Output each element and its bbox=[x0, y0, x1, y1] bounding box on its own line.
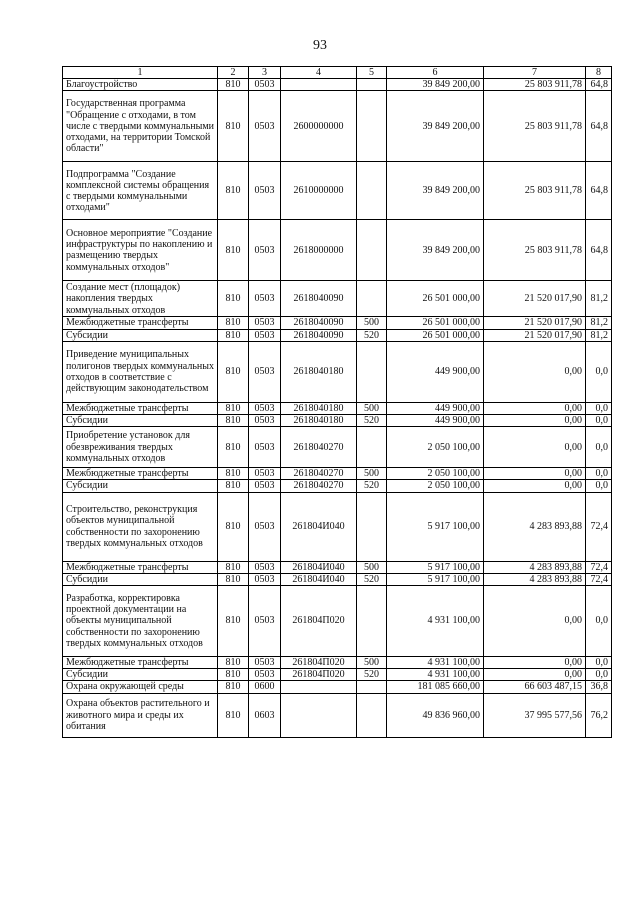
row-name-cell: Субсидии bbox=[63, 480, 218, 492]
row-name-cell: Межбюджетные трансферты bbox=[63, 317, 218, 329]
row-section-cell: 0503 bbox=[249, 427, 281, 468]
row-expense-type-cell: 500 bbox=[357, 317, 387, 329]
row-code-cell: 810 bbox=[218, 427, 249, 468]
row-section-cell: 0503 bbox=[249, 220, 281, 281]
row-target-article-cell: 2618040270 bbox=[281, 468, 357, 480]
row-planned-amount-cell: 4 931 100,00 bbox=[387, 657, 484, 669]
row-expense-type-cell bbox=[357, 586, 387, 657]
row-executed-amount-cell: 0,00 bbox=[484, 341, 586, 402]
row-executed-amount-cell: 25 803 911,78 bbox=[484, 220, 586, 281]
row-section-cell: 0503 bbox=[249, 573, 281, 585]
row-name-cell: Разработка, корректировка проектной документации на объекты муниципальной собственности по захоронению твердых коммунальных отходов bbox=[63, 586, 218, 657]
table-row bbox=[63, 402, 612, 414]
header-cell: 6 bbox=[387, 67, 484, 79]
row-name-cell: Охрана объектов растительного и животного мира и среды их обитания bbox=[63, 693, 218, 737]
row-percent-cell: 0,0 bbox=[586, 480, 612, 492]
row-target-article-cell: 2600000000 bbox=[281, 91, 357, 162]
row-section-cell: 0503 bbox=[249, 586, 281, 657]
row-executed-amount-cell: 4 283 893,88 bbox=[484, 573, 586, 585]
row-target-article-cell: 261804П020 bbox=[281, 586, 357, 657]
row-expense-type-cell bbox=[357, 341, 387, 402]
row-target-article-cell: 2618040090 bbox=[281, 281, 357, 317]
row-executed-amount-cell: 0,00 bbox=[484, 480, 586, 492]
row-percent-cell: 0,0 bbox=[586, 657, 612, 669]
header-cell: 3 bbox=[249, 67, 281, 79]
row-expense-type-cell: 500 bbox=[357, 402, 387, 414]
row-percent-cell: 81,2 bbox=[586, 329, 612, 341]
table-row bbox=[63, 657, 612, 669]
row-target-article-cell: 2618040180 bbox=[281, 415, 357, 427]
row-name-cell: Субсидии bbox=[63, 573, 218, 585]
table-row bbox=[63, 480, 612, 492]
row-executed-amount-cell: 21 520 017,90 bbox=[484, 317, 586, 329]
table-row bbox=[63, 427, 612, 468]
row-planned-amount-cell: 5 917 100,00 bbox=[387, 573, 484, 585]
row-planned-amount-cell: 49 836 960,00 bbox=[387, 693, 484, 737]
table-row bbox=[63, 573, 612, 585]
row-section-cell: 0503 bbox=[249, 669, 281, 681]
row-expense-type-cell: 520 bbox=[357, 480, 387, 492]
row-section-cell: 0503 bbox=[249, 657, 281, 669]
row-name-cell: Межбюджетные трансферты bbox=[63, 561, 218, 573]
row-planned-amount-cell: 2 050 100,00 bbox=[387, 427, 484, 468]
row-code-cell: 810 bbox=[218, 402, 249, 414]
row-planned-amount-cell: 2 050 100,00 bbox=[387, 480, 484, 492]
row-name-cell: Государственная программа "Обращение с отходами, в том числе с твердыми коммунальными отходами, на территории Томской области" bbox=[63, 91, 218, 162]
row-target-article-cell bbox=[281, 681, 357, 693]
row-section-cell: 0503 bbox=[249, 468, 281, 480]
row-percent-cell: 0,0 bbox=[586, 415, 612, 427]
row-executed-amount-cell: 21 520 017,90 bbox=[484, 329, 586, 341]
row-section-cell: 0503 bbox=[249, 281, 281, 317]
row-code-cell: 810 bbox=[218, 480, 249, 492]
row-executed-amount-cell: 21 520 017,90 bbox=[484, 281, 586, 317]
header-cell: 1 bbox=[63, 67, 218, 79]
row-executed-amount-cell: 0,00 bbox=[484, 669, 586, 681]
header-cell: 2 bbox=[218, 67, 249, 79]
page-number: 93 bbox=[313, 38, 327, 53]
row-section-cell: 0503 bbox=[249, 492, 281, 561]
row-planned-amount-cell: 181 085 660,00 bbox=[387, 681, 484, 693]
table-row bbox=[63, 415, 612, 427]
row-code-cell: 810 bbox=[218, 329, 249, 341]
table-row bbox=[63, 91, 612, 162]
row-expense-type-cell bbox=[357, 693, 387, 737]
row-percent-cell: 72,4 bbox=[586, 492, 612, 561]
row-section-cell: 0503 bbox=[249, 480, 281, 492]
row-section-cell: 0503 bbox=[249, 561, 281, 573]
row-planned-amount-cell: 2 050 100,00 bbox=[387, 468, 484, 480]
row-executed-amount-cell: 0,00 bbox=[484, 427, 586, 468]
row-target-article-cell: 261804П020 bbox=[281, 657, 357, 669]
row-percent-cell: 36,8 bbox=[586, 681, 612, 693]
row-expense-type-cell: 520 bbox=[357, 329, 387, 341]
table-body bbox=[63, 79, 612, 737]
row-target-article-cell: 2618040270 bbox=[281, 480, 357, 492]
row-percent-cell: 0,0 bbox=[586, 586, 612, 657]
row-name-cell: Приведение муниципальных полигонов твердых коммунальных отходов в соответствие с действующим законодательством bbox=[63, 341, 218, 402]
row-planned-amount-cell: 5 917 100,00 bbox=[387, 561, 484, 573]
row-planned-amount-cell: 449 900,00 bbox=[387, 415, 484, 427]
row-expense-type-cell bbox=[357, 492, 387, 561]
row-name-cell: Субсидии bbox=[63, 329, 218, 341]
row-section-cell: 0600 bbox=[249, 681, 281, 693]
row-planned-amount-cell: 39 849 200,00 bbox=[387, 91, 484, 162]
row-percent-cell: 0,0 bbox=[586, 427, 612, 468]
row-target-article-cell: 2618040090 bbox=[281, 329, 357, 341]
table-row bbox=[63, 79, 612, 91]
row-percent-cell: 64,8 bbox=[586, 162, 612, 220]
row-expense-type-cell: 500 bbox=[357, 657, 387, 669]
row-planned-amount-cell: 449 900,00 bbox=[387, 341, 484, 402]
row-percent-cell: 64,8 bbox=[586, 79, 612, 91]
row-target-article-cell: 2618000000 bbox=[281, 220, 357, 281]
row-planned-amount-cell: 26 501 000,00 bbox=[387, 281, 484, 317]
row-name-cell: Приобретение установок для обезвреживания твердых коммунальных отходов bbox=[63, 427, 218, 468]
row-target-article-cell: 261804И040 bbox=[281, 573, 357, 585]
row-target-article-cell: 261804И040 bbox=[281, 492, 357, 561]
row-planned-amount-cell: 39 849 200,00 bbox=[387, 220, 484, 281]
row-code-cell: 810 bbox=[218, 162, 249, 220]
row-name-cell: Межбюджетные трансферты bbox=[63, 657, 218, 669]
row-name-cell: Основное мероприятие "Создание инфраструктуры по накоплению и размещению твердых коммунальных отходов" bbox=[63, 220, 218, 281]
row-planned-amount-cell: 26 501 000,00 bbox=[387, 317, 484, 329]
table-row bbox=[63, 329, 612, 341]
row-percent-cell: 64,8 bbox=[586, 220, 612, 281]
row-executed-amount-cell: 0,00 bbox=[484, 402, 586, 414]
row-name-cell: Благоустройство bbox=[63, 79, 218, 91]
row-name-cell: Строительство, реконструкция объектов муниципальной собственности по захоронению твердых коммунальных отходов bbox=[63, 492, 218, 561]
row-planned-amount-cell: 39 849 200,00 bbox=[387, 79, 484, 91]
row-executed-amount-cell: 0,00 bbox=[484, 468, 586, 480]
row-percent-cell: 0,0 bbox=[586, 341, 612, 402]
row-code-cell: 810 bbox=[218, 468, 249, 480]
row-code-cell: 810 bbox=[218, 220, 249, 281]
row-expense-type-cell bbox=[357, 91, 387, 162]
row-expense-type-cell: 520 bbox=[357, 415, 387, 427]
row-code-cell: 810 bbox=[218, 91, 249, 162]
row-executed-amount-cell: 0,00 bbox=[484, 415, 586, 427]
row-target-article-cell: 2618040090 bbox=[281, 317, 357, 329]
row-percent-cell: 0,0 bbox=[586, 669, 612, 681]
row-percent-cell: 64,8 bbox=[586, 91, 612, 162]
row-section-cell: 0503 bbox=[249, 341, 281, 402]
header-row bbox=[63, 67, 612, 79]
header-cell: 8 bbox=[586, 67, 612, 79]
row-code-cell: 810 bbox=[218, 657, 249, 669]
row-executed-amount-cell: 37 995 577,56 bbox=[484, 693, 586, 737]
row-expense-type-cell bbox=[357, 281, 387, 317]
row-code-cell: 810 bbox=[218, 561, 249, 573]
table-row bbox=[63, 317, 612, 329]
row-code-cell: 810 bbox=[218, 317, 249, 329]
row-executed-amount-cell: 25 803 911,78 bbox=[484, 79, 586, 91]
row-executed-amount-cell: 0,00 bbox=[484, 586, 586, 657]
row-code-cell: 810 bbox=[218, 586, 249, 657]
row-percent-cell: 72,4 bbox=[586, 573, 612, 585]
header-cell: 5 bbox=[357, 67, 387, 79]
row-target-article-cell: 2618040270 bbox=[281, 427, 357, 468]
row-target-article-cell bbox=[281, 79, 357, 91]
row-target-article-cell bbox=[281, 693, 357, 737]
row-executed-amount-cell: 66 603 487,15 bbox=[484, 681, 586, 693]
row-percent-cell: 76,2 bbox=[586, 693, 612, 737]
row-section-cell: 0503 bbox=[249, 402, 281, 414]
row-expense-type-cell: 500 bbox=[357, 468, 387, 480]
row-target-article-cell: 2618040180 bbox=[281, 341, 357, 402]
row-code-cell: 810 bbox=[218, 693, 249, 737]
row-name-cell: Межбюджетные трансферты bbox=[63, 468, 218, 480]
row-executed-amount-cell: 0,00 bbox=[484, 657, 586, 669]
table-row bbox=[63, 681, 612, 693]
row-planned-amount-cell: 5 917 100,00 bbox=[387, 492, 484, 561]
row-code-cell: 810 bbox=[218, 341, 249, 402]
table-row bbox=[63, 468, 612, 480]
row-section-cell: 0503 bbox=[249, 329, 281, 341]
row-code-cell: 810 bbox=[218, 415, 249, 427]
row-name-cell: Субсидии bbox=[63, 415, 218, 427]
row-code-cell: 810 bbox=[218, 681, 249, 693]
table-row bbox=[63, 162, 612, 220]
header-cell: 4 bbox=[281, 67, 357, 79]
row-name-cell: Охрана окружающей среды bbox=[63, 681, 218, 693]
row-expense-type-cell bbox=[357, 220, 387, 281]
row-code-cell: 810 bbox=[218, 79, 249, 91]
row-target-article-cell: 2610000000 bbox=[281, 162, 357, 220]
row-planned-amount-cell: 449 900,00 bbox=[387, 402, 484, 414]
row-planned-amount-cell: 39 849 200,00 bbox=[387, 162, 484, 220]
table-row bbox=[63, 561, 612, 573]
row-target-article-cell: 261804П020 bbox=[281, 669, 357, 681]
row-expense-type-cell: 500 bbox=[357, 561, 387, 573]
row-percent-cell: 72,4 bbox=[586, 561, 612, 573]
row-expense-type-cell bbox=[357, 79, 387, 91]
table-row bbox=[63, 281, 612, 317]
row-percent-cell: 0,0 bbox=[586, 402, 612, 414]
row-executed-amount-cell: 25 803 911,78 bbox=[484, 91, 586, 162]
row-section-cell: 0503 bbox=[249, 415, 281, 427]
row-executed-amount-cell: 4 283 893,88 bbox=[484, 561, 586, 573]
row-code-cell: 810 bbox=[218, 669, 249, 681]
header-cell: 7 bbox=[484, 67, 586, 79]
row-planned-amount-cell: 4 931 100,00 bbox=[387, 669, 484, 681]
row-code-cell: 810 bbox=[218, 492, 249, 561]
budget-table bbox=[62, 66, 612, 738]
row-code-cell: 810 bbox=[218, 573, 249, 585]
table-row bbox=[63, 341, 612, 402]
table-row bbox=[63, 693, 612, 737]
row-section-cell: 0603 bbox=[249, 693, 281, 737]
table-row bbox=[63, 492, 612, 561]
row-percent-cell: 0,0 bbox=[586, 468, 612, 480]
row-section-cell: 0503 bbox=[249, 79, 281, 91]
row-planned-amount-cell: 4 931 100,00 bbox=[387, 586, 484, 657]
row-name-cell: Межбюджетные трансферты bbox=[63, 402, 218, 414]
row-expense-type-cell: 520 bbox=[357, 669, 387, 681]
row-percent-cell: 81,2 bbox=[586, 317, 612, 329]
row-percent-cell: 81,2 bbox=[586, 281, 612, 317]
row-name-cell: Субсидии bbox=[63, 669, 218, 681]
table-row bbox=[63, 669, 612, 681]
table-row bbox=[63, 220, 612, 281]
row-target-article-cell: 2618040180 bbox=[281, 402, 357, 414]
row-section-cell: 0503 bbox=[249, 317, 281, 329]
row-code-cell: 810 bbox=[218, 281, 249, 317]
row-name-cell: Создание мест (площадок) накопления твердых коммунальных отходов bbox=[63, 281, 218, 317]
row-planned-amount-cell: 26 501 000,00 bbox=[387, 329, 484, 341]
row-expense-type-cell bbox=[357, 427, 387, 468]
table-row bbox=[63, 586, 612, 657]
row-target-article-cell: 261804И040 bbox=[281, 561, 357, 573]
row-section-cell: 0503 bbox=[249, 162, 281, 220]
row-expense-type-cell bbox=[357, 162, 387, 220]
row-executed-amount-cell: 25 803 911,78 bbox=[484, 162, 586, 220]
row-expense-type-cell: 520 bbox=[357, 573, 387, 585]
row-expense-type-cell bbox=[357, 681, 387, 693]
row-name-cell: Подпрограмма "Создание комплексной системы обращения с твердыми коммунальными отходами" bbox=[63, 162, 218, 220]
row-executed-amount-cell: 4 283 893,88 bbox=[484, 492, 586, 561]
row-section-cell: 0503 bbox=[249, 91, 281, 162]
